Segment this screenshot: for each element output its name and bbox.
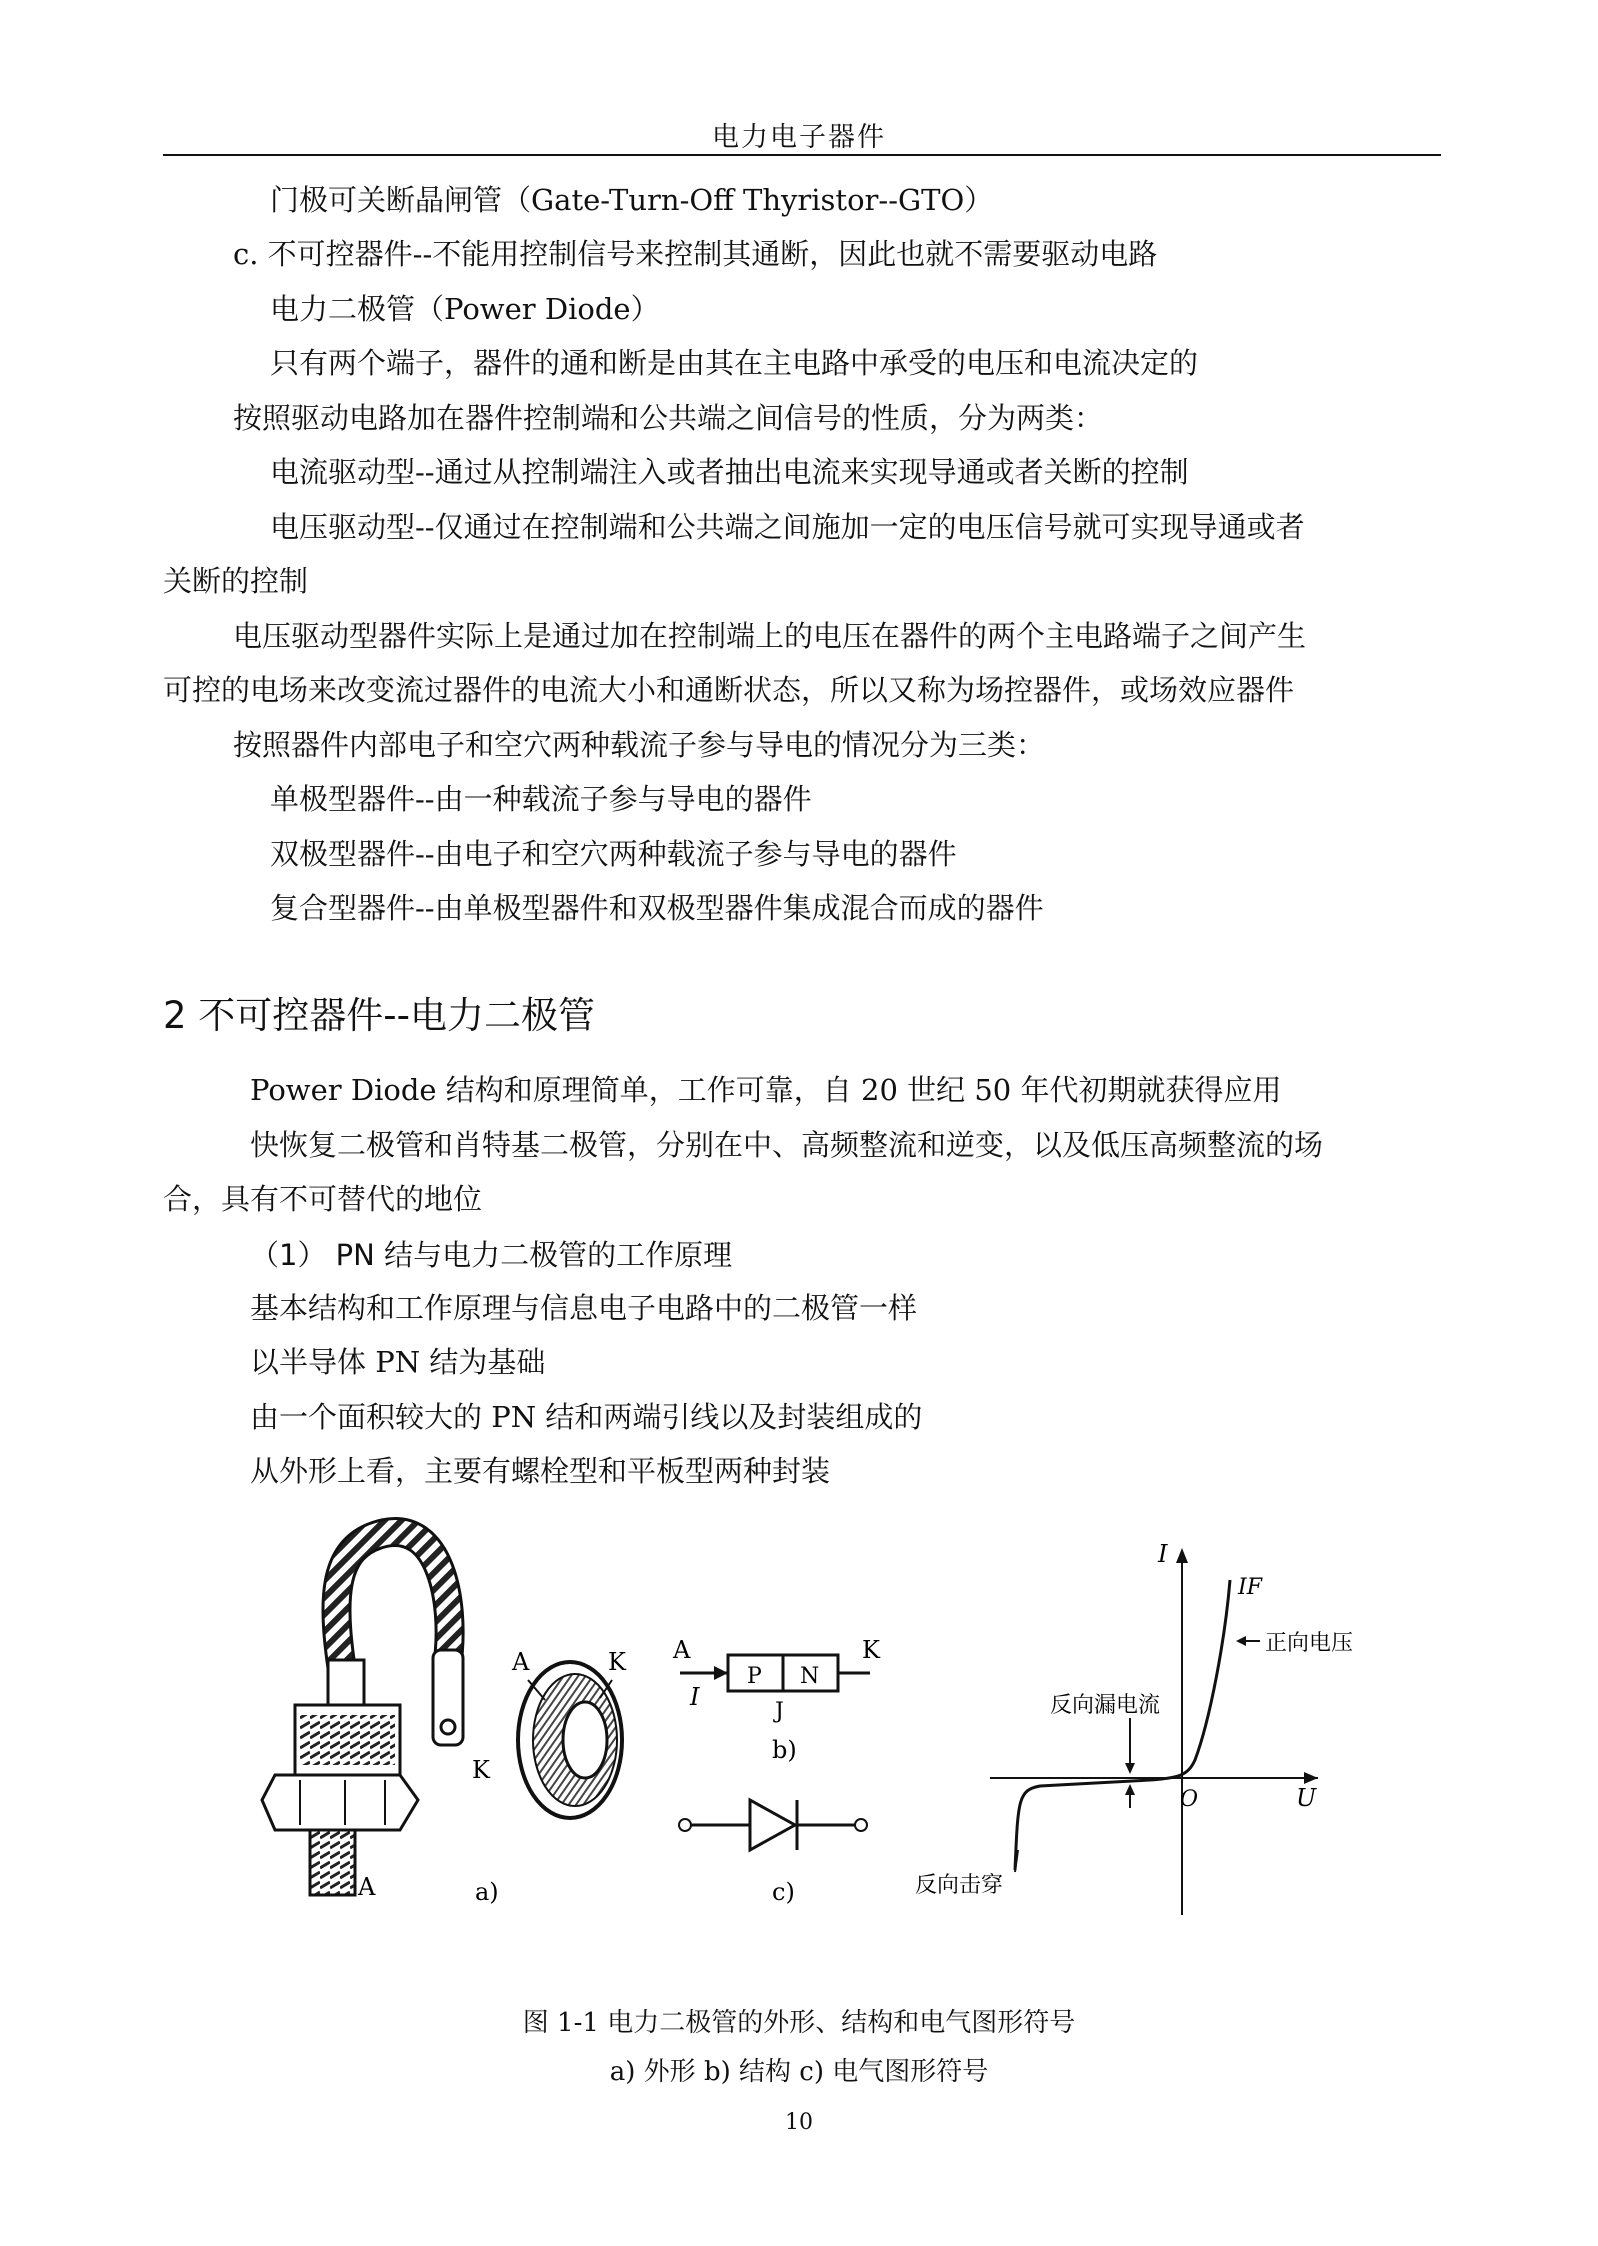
paragraph-carrier-classes: 按照器件内部电子和空穴两种载流子参与导电的情况分为三类： (233, 728, 1046, 762)
disc-anode-label: A (512, 1648, 530, 1676)
paragraph-basic-structure: 基本结构和工作原理与信息电子电路中的二极管一样 (250, 1291, 918, 1325)
running-header: 电力电子器件 (712, 122, 886, 153)
disc-cathode-label: K (608, 1648, 626, 1676)
paragraph-composite: 复合型器件--由单极型器件和双极型器件集成混合而成的器件 (270, 891, 1044, 925)
section-heading: 2 不可控器件--电力二极管 (163, 994, 596, 1037)
paragraph-packages: 从外形上看，主要有螺栓型和平板型两种封装 (250, 1454, 831, 1488)
paragraph-field-controlled-line2: 可控的电场来改变流过器件的电流大小和通断状态，所以又称为场控器件，或场效应器件 (163, 673, 1295, 707)
iv-characteristic (990, 1548, 1318, 1915)
paragraph-gto: 门极可关断晶闸管（Gate-Turn-Off Thyristor--GTO） (270, 183, 994, 217)
pn-anode-label: A (673, 1636, 691, 1664)
p-region-label: P (747, 1664, 762, 1689)
iv-origin-label: O (1180, 1787, 1199, 1812)
paragraph-power-diode-intro: Power Diode 结构和原理简单，工作可靠，自 20 世纪 50 年代初期就获得应用 (250, 1073, 1282, 1107)
paragraph-uncontrolled: c. 不可控器件--不能用控制信号来控制其通断，因此也就不需要驱动电路 (233, 237, 1158, 271)
pn-current-label: I (690, 1683, 700, 1711)
paragraph-unipolar: 单极型器件--由一种载流子参与导电的器件 (270, 782, 812, 816)
caption-b: b) (772, 1736, 797, 1764)
figure-subcaption: a) 外形 b) 结构 c) 电气图形符号 (609, 2057, 989, 2087)
paragraph-fast-recovery-line2: 合，具有不可替代的地位 (163, 1182, 483, 1216)
page-number: 10 (785, 2110, 813, 2135)
stud-diode-drawing (262, 1532, 463, 1895)
paragraph-bipolar: 双极型器件--由电子和空穴两种载流子参与导电的器件 (270, 837, 957, 871)
iv-curve (1015, 1580, 1230, 1870)
diode-symbol (679, 1800, 867, 1850)
iv-voltage-axis-label: U (1296, 1784, 1317, 1812)
paragraph-power-diode: 电力二极管（Power Diode） (270, 292, 660, 326)
iv-forward-voltage-label: 正向电压 (1265, 1631, 1354, 1656)
junction-label: J (775, 1699, 784, 1724)
iv-current-axis-label: I (1158, 1540, 1168, 1568)
pn-cathode-label: K (862, 1636, 880, 1664)
pn-structure-drawing (680, 1655, 870, 1691)
paragraph-current-driven: 电流驱动型--通过从控制端注入或者抽出电流来实现导通或者关断的控制 (270, 455, 1189, 489)
lead-sleeve (328, 1660, 364, 1705)
paragraph-voltage-driven-line1: 电压驱动型--仅通过在控制端和公共端之间施加一定的电压信号就可实现导通或者 (270, 510, 1305, 544)
iv-leakage-label: 反向漏电流 (1050, 1693, 1161, 1718)
iv-forward-current-label: IF (1238, 1575, 1262, 1600)
subsection-heading: （1） PN 结与电力二极管的工作原理 (250, 1238, 733, 1272)
disc-diode-drawing (518, 1662, 622, 1818)
n-region-label: N (800, 1664, 820, 1689)
hex-nut (262, 1775, 418, 1830)
stud-anode-label: A (358, 1873, 376, 1901)
caption-c: c) (772, 1878, 795, 1906)
paragraph-pn-junction: 以半导体 PN 结为基础 (250, 1345, 546, 1379)
paragraph-drive-classes: 按照驱动电路加在器件控制端和公共端之间信号的性质，分为两类： (233, 401, 1104, 435)
paragraph-voltage-driven-line2: 关断的控制 (163, 564, 309, 598)
caption-a: a) (475, 1878, 499, 1906)
iv-breakdown-label: 反向击穿 (915, 1873, 1004, 1898)
stud-cathode-label: K (472, 1756, 490, 1784)
paragraph-composition: 由一个面积较大的 PN 结和两端引线以及封装组成的 (250, 1400, 923, 1434)
paragraph-fast-recovery-line1: 快恢复二极管和肖特基二极管，分别在中、高频整流和逆变，以及低压高频整流的场 (250, 1128, 1324, 1162)
threaded-stud (310, 1830, 355, 1895)
paragraph-two-terminals: 只有两个端子，器件的通和断是由其在主电路中承受的电压和电流决定的 (270, 346, 1199, 380)
paragraph-field-controlled-line1: 电压驱动型器件实际上是通过加在控制端上的电压在器件的两个主电路端子之间产生 (233, 619, 1307, 653)
figure-caption: 图 1-1 电力二极管的外形、结构和电气图形符号 (522, 2008, 1076, 2038)
